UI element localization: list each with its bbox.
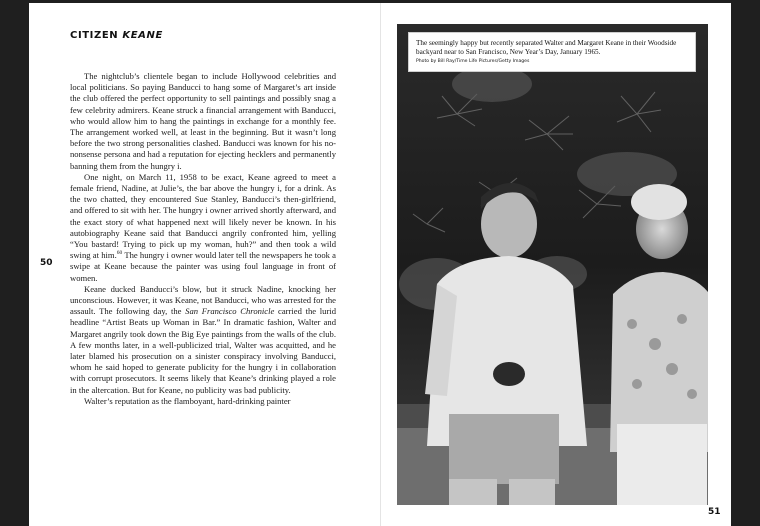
body-text: [70, 71, 336, 407]
photo-walter-margaret-keane: [397, 24, 708, 505]
italic-text: San Francisco Chronicle: [185, 306, 275, 317]
running-head-prefix: CITIZEN: [70, 30, 119, 41]
body-paragraph: [70, 172, 336, 284]
paragraph-text: carried the lurid headline “Artist Beats up Woman in Bar.” In dramatic fashion, Walter and Margaret angrily took down the Big Eye paintings from the walls of the club. A few months later, in a well-publicized trial, Walter was acquitted, and he later blamed his prosecution on a sinister conspiracy involving Banducci, whom he said hoped to generate publicity for the hungry i in collaboration with corrupt prosecutors. It seems likely that Keane’s drinking played a role in the altercation. But for Keane, no publicity was bad publicity.: [70, 306, 336, 395]
paragraph-text: The hungry i owner would later tell the newspapers he took a swipe at Keane because the painter was using foul language in front of women.: [70, 250, 336, 283]
body-paragraph: [70, 396, 336, 407]
footnote-ref: 60: [116, 250, 123, 257]
caption-credit: Photo by Bill Ray/Time Life Pictures/Getty Images: [416, 59, 530, 64]
paragraph-text: The nightclub’s clientele began to include Hollywood celebrities and local politicians. So paying Banducci to hang some of Margaret’s art inside the club offered the perfect opportunity to sell paintings and possibly snag a few celebrity admirers. Keane struck a financial arrangement with Banducci, who would allow him to hang the paintings in exchange for a monthly fee. The arrangement worked well, at least in the beginning. But it wasn’t long before the two strong personalities clashed. Banducci was known for his no-nonsense persona and had a reputation for ejecting hecklers and permanently banning them from the hungry i.: [70, 71, 336, 171]
body-paragraph: [70, 71, 336, 172]
running-head-italic: KEANE: [122, 30, 163, 41]
body-paragraph: [70, 284, 336, 396]
page-number-left: 50: [40, 258, 53, 268]
running-head: [70, 30, 163, 41]
page-gutter: [380, 3, 381, 526]
photo-caption: [408, 32, 696, 72]
photo: [397, 24, 708, 505]
paragraph-text: One night, on March 11, 1958 to be exact, Keane agreed to meet a female friend, Nadine, at Julie’s, the bar above the hungry i, for a drink. As the two chatted, they encountered Sue Stanley, Banducci’s then-girlfriend, and offered to sit with her. The hungry i owner arrived shortly afterward, and the exact story of what happened next will likely never be known. In his autobiography Keane said that Banducci angrily confronted him, yelling “You bastard! Trying to pick up my woman, huh?” and then took a wild swing at him.: [70, 171, 336, 261]
paragraph-text: Keane ducked Banducci’s blow, but it struck Nadine, knocking her unconscious. However, it was Keane, not Banducci, who was arrested for the assault. The following day, the: [70, 283, 336, 317]
caption-text: The seemingly happy but recently separated Walter and Margaret Keane in their Woodside backyard near to San Francisco, New Year’s Day, January 1965.: [416, 39, 677, 56]
page-number-right: 51: [708, 507, 721, 517]
paragraph-text: Walter’s reputation as the flamboyant, hard-drinking painter: [84, 395, 291, 406]
